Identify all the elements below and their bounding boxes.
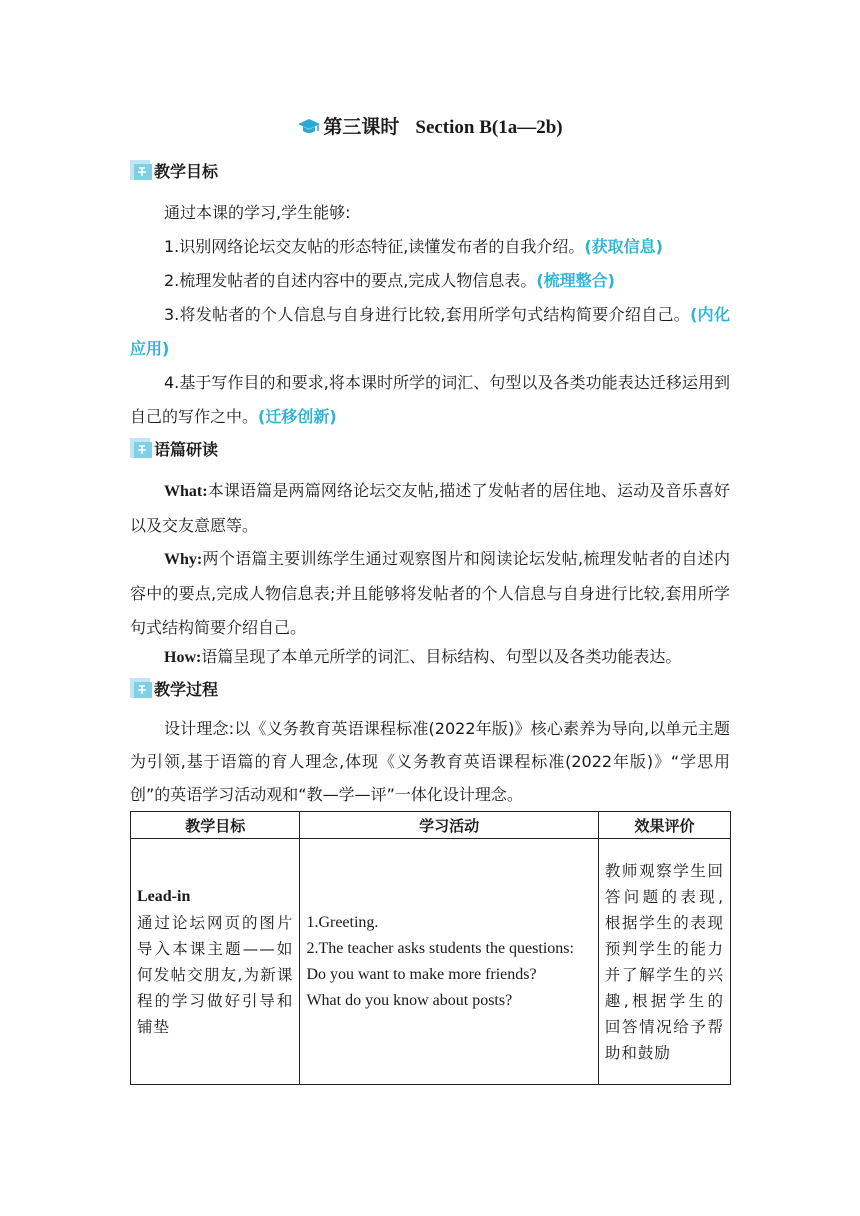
objective-item: 1.识别网络论坛交友帖的形态特征,读懂发布者的自我介绍。(获取信息) — [164, 237, 663, 256]
section-marker-icon — [130, 160, 154, 182]
objective-tag: (梳理整合) — [536, 271, 615, 290]
stage-label: Lead-in — [137, 887, 191, 905]
column-header: 效果评价 — [598, 812, 730, 839]
evaluation-cell — [598, 839, 730, 1085]
teaching-process-table — [130, 811, 731, 1085]
lesson-title-cn: 第三课时 — [323, 116, 400, 138]
objectives-intro: 通过本课的学习,学生能够: — [164, 203, 351, 222]
table-header-row — [131, 812, 731, 839]
objective-item: 3.将发帖者的个人信息与自身进行比较,套用所学句式结构简要介绍自己。(内化应用) — [130, 305, 730, 358]
what-paragraph: What:本课语篇是两篇网络论坛交友帖,描述了发帖者的居住地、运动及音乐喜好以及交友意愿等。 — [130, 481, 730, 535]
activity-line: 2.The teacher asks students the questions: — [306, 939, 574, 957]
activity-cell — [300, 839, 598, 1085]
activity-line: 1.Greeting. — [306, 913, 379, 931]
how-label: How: — [164, 649, 202, 666]
goal-text: 通过论坛网页的图片导入本课主题——如何发帖交朋友,为新课程的学习做好引导和铺垫 — [137, 913, 294, 1036]
lesson-title — [0, 112, 860, 146]
section-heading-text: 语篇研读 — [154, 440, 219, 459]
section-heading-text: 教学过程 — [154, 680, 219, 699]
table-row — [131, 839, 731, 1085]
section-marker-icon — [130, 678, 154, 700]
objective-item: 2.梳理发帖者的自述内容中的要点,完成人物信息表。(梳理整合) — [164, 271, 615, 290]
why-paragraph: Why:两个语篇主要训练学生通过观察图片和阅读论坛发帖,梳理发帖者的自述内容中的要点,完成人物信息表;并且能够将发帖者的个人信息与自身进行比较,套用所学句式结构简要介绍自己。 — [130, 549, 730, 637]
objective-tag: (获取信息) — [584, 237, 663, 256]
what-label: What: — [164, 483, 208, 500]
why-label: Why: — [164, 551, 203, 568]
goal-cell — [131, 839, 300, 1085]
section-heading-text: 教学目标 — [154, 162, 219, 181]
evaluation-text: 教师观察学生回答问题的表现,根据学生的表现预判学生的能力并了解学生的兴趣,根据学生的回答情况给予帮助和鼓励 — [604, 861, 724, 1062]
activity-line: What do you know about posts? — [306, 991, 513, 1009]
objective-tag: (迁移创新) — [258, 407, 337, 426]
section-marker-icon — [130, 438, 154, 460]
column-header: 学习活动 — [300, 812, 598, 839]
column-header: 教学目标 — [131, 812, 300, 839]
objective-item: 4.基于写作目的和要求,将本课时所学的词汇、句型以及各类功能表达迁移运用到自己的写作之中。(迁移创新) — [130, 373, 730, 426]
objective-tag: (内化应用) — [130, 305, 730, 358]
lesson-title-en: Section B(1a—2b) — [415, 117, 563, 138]
how-paragraph: How:语篇呈现了本单元所学的词汇、目标结构、句型以及各类功能表达。 — [164, 647, 682, 666]
graduation-cap-icon — [297, 116, 321, 146]
design-concept-paragraph: 设计理念:以《义务教育英语课程标准(2022年版)》核心素养为导向,以单元主题为引领,基于语篇的育人理念,体现《义务教育英语课程标准(2022年版)》“学思用创”的英语学习活动观和“教—学—评”一体化设计理念。 — [130, 719, 730, 804]
activity-line: Do you want to make more friends? — [306, 965, 537, 983]
